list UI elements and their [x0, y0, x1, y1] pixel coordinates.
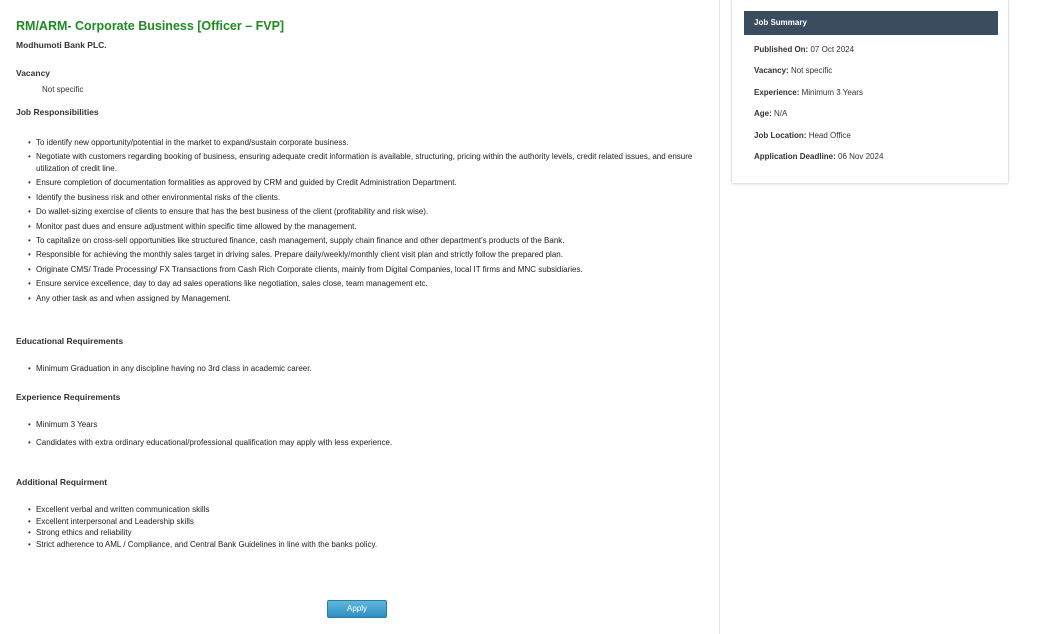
list-item: • Do wallet-sizing exercise of clients to ensure that has the best business of the client (profitability and risk wise).	[28, 206, 718, 218]
list-item: • Monitor past dues and ensure adjustment within specific time allowed by the management.	[28, 221, 718, 233]
summary-value: Minimum 3 Years	[801, 88, 863, 97]
apply-button[interactable]: Apply	[327, 600, 387, 618]
summary-value: Not specific	[790, 66, 833, 75]
list-item: • To identify new opportunity/potential in the market to expand/sustain corporate business.	[28, 137, 718, 149]
summary-age	[754, 109, 787, 118]
summary-vacancy	[754, 66, 832, 75]
experience-heading: Experience Requirements	[16, 392, 121, 402]
education-heading: Educational Requirements	[16, 336, 124, 346]
list-item: • To capitalize on cross-sell opportunities like structured finance, cash management, supply chain finance and other department's products of the Bank.	[28, 235, 718, 247]
additional-list	[28, 504, 718, 550]
summary-label: Job Location:	[754, 131, 807, 140]
list-item: • Minimum 3 Years	[28, 419, 718, 431]
additional-heading: Additional Requirment	[16, 477, 108, 487]
column-divider	[719, 0, 720, 634]
job-details	[16, 0, 716, 634]
summary-label: Experience:	[754, 88, 800, 97]
list-item: • Originate CMS/ Trade Processing/ FX Transactions from Cash Rich Corporate clients, mainly from Digital Companies, local IT firms and MNC subsidiaries.	[28, 264, 718, 276]
list-item: • Identify the business risk and other environmental risks of the clients.	[28, 192, 718, 204]
summary-job-location	[754, 131, 851, 140]
list-item: • Candidates with extra ordinary educational/professional qualification may apply with less experience.	[28, 437, 718, 449]
summary-experience	[754, 88, 863, 97]
experience-list	[28, 419, 718, 454]
list-item: • Excellent verbal and written communication skills	[28, 504, 718, 516]
summary-label: Vacancy:	[754, 66, 789, 75]
summary-value: N/A	[774, 109, 788, 118]
responsibilities-heading: Job Responsibilities	[16, 107, 99, 117]
list-item: • Strong ethics and reliability	[28, 527, 718, 539]
summary-label: Application Deadline:	[754, 152, 836, 161]
vacancy-value: Not specific	[42, 85, 84, 94]
summary-application-deadline	[754, 152, 883, 161]
list-item: • Minimum Graduation in any discipline having no 3rd class in academic career.	[28, 363, 718, 375]
summary-value: 06 Nov 2024	[838, 152, 884, 161]
responsibilities-list	[28, 137, 718, 307]
summary-published-on	[754, 45, 854, 54]
list-item: • Ensure completion of documentation formalities as approved by CRM and guided by Credit Administration Department.	[28, 177, 718, 189]
list-item: • Ensure service excellence, day to day ad sales operations like negotiation, sales close, team management etc.	[28, 278, 718, 290]
vacancy-heading: Vacancy	[16, 68, 51, 78]
list-item: • Responsible for achieving the monthly sales target in driving sales. Prepare daily/weekly/monthly client visit plan and strictly follow the prepared plan.	[28, 249, 718, 261]
summary-label: Age:	[754, 109, 772, 118]
summary-value: 07 Oct 2024	[810, 45, 855, 54]
summary-label: Published On:	[754, 45, 809, 54]
list-item: • Excellent interpersonal and Leadership skills	[28, 516, 718, 528]
company-name: Modhumoti Bank PLC.	[16, 40, 107, 50]
summary-value: Head Office	[808, 131, 851, 140]
education-list	[28, 363, 718, 377]
list-item: • Negotiate with customers regarding booking of business, ensuring adequate credit information is available, structuring, pricing within the authority levels, credit related issues, and ensure utilization of credit line.	[28, 151, 718, 174]
job-title: RM/ARM- Corporate Business [Officer – FVP]	[16, 19, 285, 33]
list-item: • Strict adherence to AML / Compliance, and Central Bank Guidelines in line with the banks policy.	[28, 539, 718, 551]
list-item: • Any other task as and when assigned by Management.	[28, 293, 718, 305]
job-summary-heading: Job Summary	[744, 11, 998, 35]
job-summary-panel	[731, 0, 1009, 184]
